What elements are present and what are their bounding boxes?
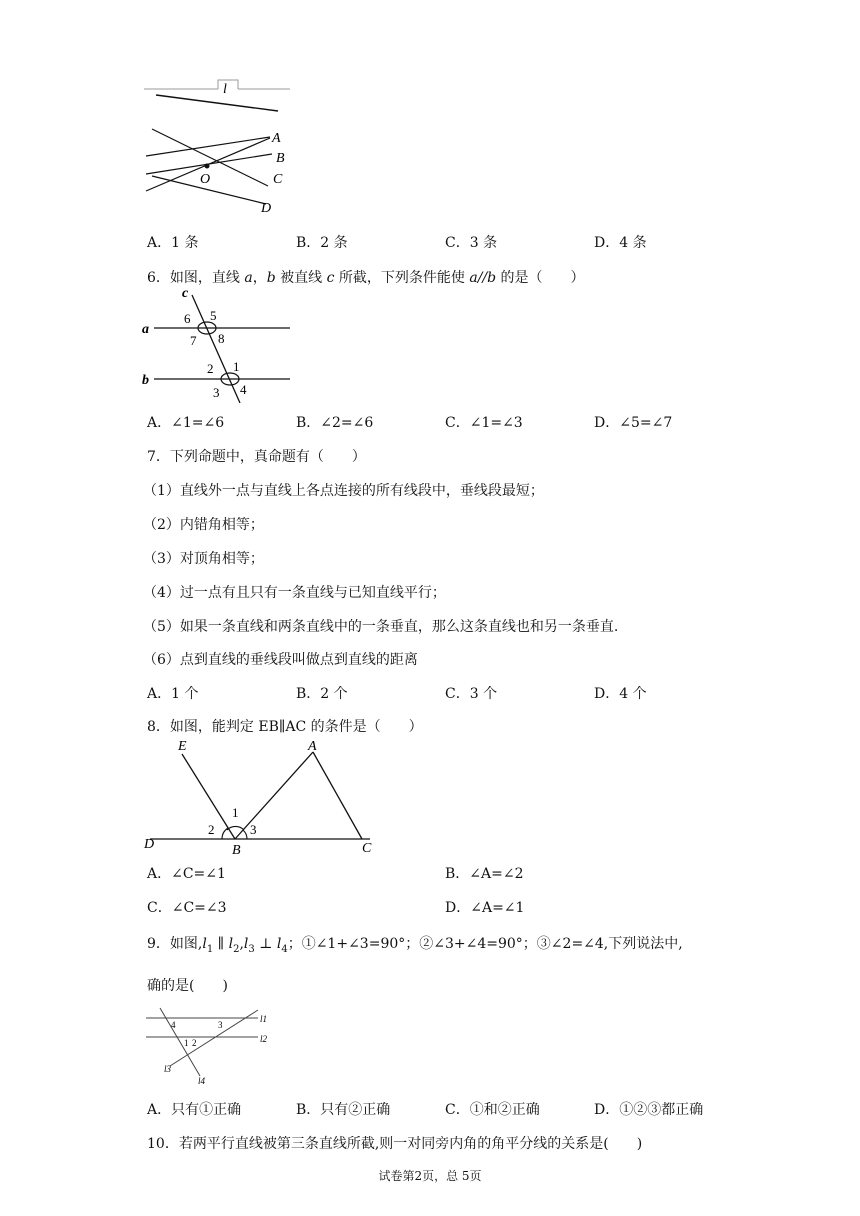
fig8-angle-2: 2 [208, 822, 215, 837]
q7-item-1: （1）直线外一点与直线上各点连接的所有线段中，垂线段最短； [143, 483, 544, 499]
q9-stem [147, 933, 683, 955]
q6-var-a: a [244, 270, 253, 286]
q5-option-d[interactable]: D．4 条 [594, 235, 647, 251]
fig8-label-d: D [144, 837, 155, 852]
q6-stem [147, 267, 585, 287]
q7-item-6: （6）点到直线的垂线段叫做点到直线的距离 [143, 652, 418, 668]
fig6-angle-3: 3 [213, 385, 220, 400]
q6-option-a[interactable]: A．∠1=∠6 [147, 415, 225, 431]
q9-option-c[interactable]: C．①和②正确 [445, 1102, 540, 1118]
q7-option-b[interactable]: B．2 个 [296, 686, 348, 702]
fig5-label-a: A [272, 131, 281, 146]
q9-stem-line2: 确的是( ) [147, 978, 228, 994]
q6-option-c[interactable]: C．∠1=∠3 [445, 415, 523, 431]
q8-option-a[interactable]: A．∠C=∠1 [147, 866, 226, 882]
q9-rest: ；①∠1+∠3=90°；②∠3+∠4=90°；③∠2=∠4,下列说法中, [287, 936, 683, 952]
q9-l3-sub: 3 [248, 943, 255, 955]
fig9-angle-4: 4 [171, 1020, 176, 1030]
fig5-label-d: D [261, 201, 272, 216]
q9-l4-sub: 4 [281, 943, 288, 955]
q9-l3: l [243, 936, 249, 952]
q6-parallel-expr: a//b [469, 270, 497, 286]
q7-item-5: （5）如果一条直线和两条直线中的一条垂直，那么这条直线也和另一条垂直. [143, 619, 619, 635]
q8-option-c[interactable]: C．∠C=∠3 [147, 900, 227, 916]
q6-option-b[interactable]: B．∠2=∠6 [296, 415, 374, 431]
fig6-label-a: a [142, 322, 149, 337]
q9-l4: l [276, 936, 282, 952]
q9-l1: l [202, 936, 207, 952]
fig9-label-l3: l3 [164, 1064, 172, 1074]
q5-option-a[interactable]: A．1 条 [147, 235, 199, 251]
figure-q5 [140, 74, 300, 219]
q10-stem: 10．若两平行直线被第三条直线所截,则一对同旁内角的角平分线的关系是( ) [147, 1136, 643, 1152]
q6-var-c: c [326, 270, 335, 286]
figure-q9 [140, 1000, 280, 1088]
q7-item-3: （3）对顶角相等； [143, 551, 264, 567]
q7-option-d[interactable]: D．4 个 [594, 686, 647, 702]
fig5-label-l: l [223, 82, 227, 97]
q9-comma: , [239, 936, 244, 952]
fig8-label-a: A [308, 739, 317, 754]
q6-number: 6． [147, 270, 170, 286]
fig9-angle-3: 3 [218, 1020, 223, 1030]
q7-item-4: （4）过一点有且只有一条直线与已知直线平行； [143, 585, 446, 601]
q9-parallel: ∥ [213, 936, 229, 952]
q8-option-d[interactable]: D．∠A=∠1 [445, 900, 525, 916]
q9-prefix: 9．如图, [147, 936, 203, 952]
fig5-label-o: O [200, 172, 211, 187]
q5-option-b[interactable]: B．2 条 [296, 235, 348, 251]
q6-var-b: b [266, 270, 276, 286]
q7-option-a[interactable]: A．1 个 [147, 686, 199, 702]
q7-option-c[interactable]: C．3 个 [445, 686, 498, 702]
fig8-label-b: B [232, 843, 241, 858]
fig6-angle-8: 8 [218, 331, 225, 346]
fig6-label-b: b [142, 373, 149, 388]
fig5-label-c: C [273, 172, 283, 187]
fig6-label-c: c [182, 286, 189, 301]
fig5-label-b: B [276, 151, 285, 166]
fig8-angle-1: 1 [232, 805, 239, 820]
q9-l2-sub: 2 [233, 943, 240, 955]
q6-stem-text: 所截，下列条件能使 [334, 270, 470, 286]
q8-option-b[interactable]: B．∠A=∠2 [445, 866, 524, 882]
fig9-label-l1: l1 [260, 1014, 268, 1024]
fig9-angle-2: 2 [192, 1038, 197, 1048]
q9-option-b[interactable]: B．只有②正确 [296, 1102, 391, 1118]
q9-l2: l [228, 936, 234, 952]
q6-stem-text: 如图，直线 [169, 270, 245, 286]
q7-item-2: （2）内错角相等； [143, 517, 264, 533]
fig9-label-l2: l2 [260, 1034, 268, 1044]
figure-q8 [140, 736, 390, 858]
fig8-label-e: E [178, 739, 187, 754]
q9-option-a[interactable]: A．只有①正确 [147, 1102, 242, 1118]
q9-l1-sub: 1 [206, 943, 214, 955]
q6-stem-text: 的是（ ） [496, 270, 585, 286]
q8-stem: 8．如图，能判定 EB∥AC 的条件是（ ） [147, 719, 423, 735]
q7-stem: 7．下列命题中，真命题有（ ） [147, 449, 366, 465]
fig9-label-l4: l4 [198, 1076, 206, 1086]
fig8-angle-3: 3 [250, 822, 257, 837]
fig6-angle-2: 2 [207, 361, 214, 376]
fig6-angle-6: 6 [184, 311, 191, 326]
fig8-label-c: C [362, 841, 372, 856]
fig6-angle-5: 5 [210, 308, 217, 323]
fig6-angle-7: 7 [190, 333, 197, 348]
fig6-angle-4: 4 [240, 382, 247, 397]
q9-option-d[interactable]: D．①②③都正确 [594, 1102, 704, 1118]
q6-stem-text: 被直线 [275, 270, 327, 286]
q6-stem-text: ， [252, 270, 267, 286]
page-footer: 试卷第2页，总 5页 [378, 1169, 482, 1183]
figure-q6 [140, 285, 300, 403]
fig9-angle-1: 1 [184, 1038, 189, 1048]
q5-option-c[interactable]: C．3 条 [445, 235, 498, 251]
fig6-angle-1: 1 [233, 359, 240, 374]
q9-perp: ⊥ [254, 936, 277, 952]
q6-option-d[interactable]: D．∠5=∠7 [594, 415, 673, 431]
